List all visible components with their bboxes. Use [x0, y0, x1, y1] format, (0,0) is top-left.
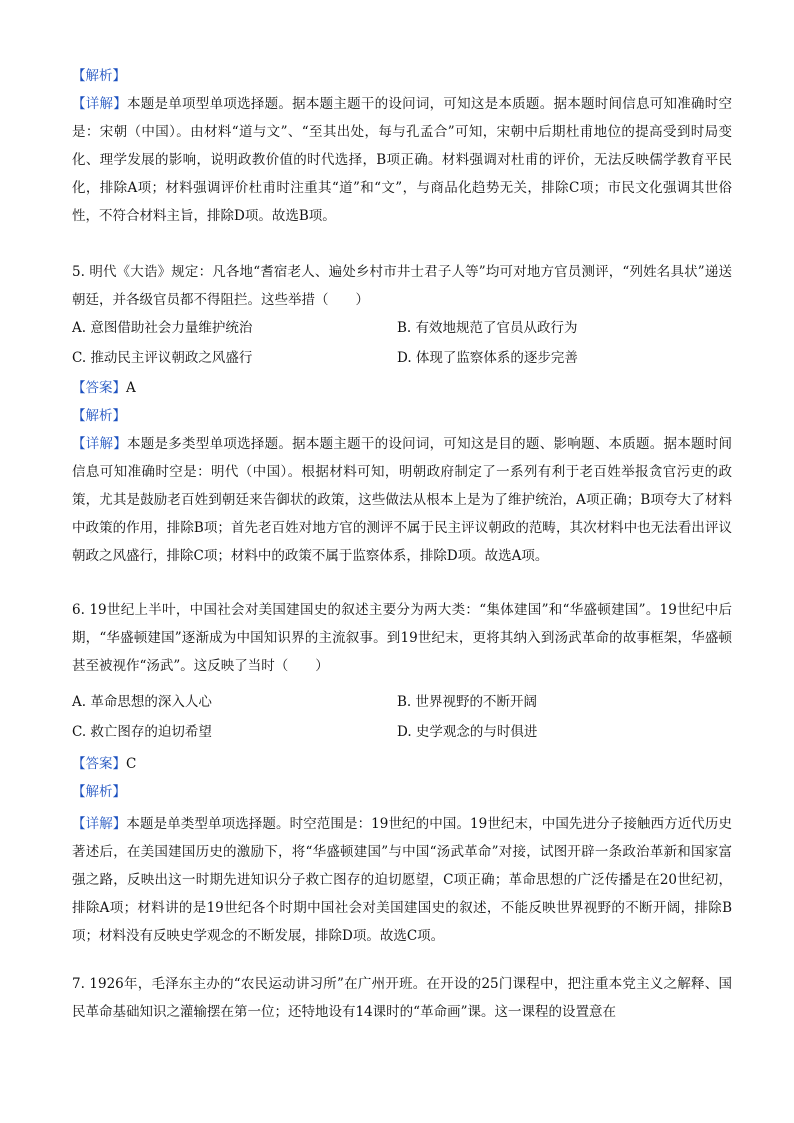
q5-detail-paragraph — [72, 430, 732, 570]
q4-detail-paragraph — [72, 90, 732, 230]
detail-tag: 【详解】 — [72, 436, 128, 452]
q6-option-d: D. 史学观念的与时俱进 — [397, 724, 538, 740]
detail-tag: 【详解】 — [72, 816, 127, 832]
q5-option-d: D. 体现了监察体系的逐步完善 — [397, 350, 578, 366]
q5-analysis-heading — [72, 402, 732, 430]
analysis-tag: 【解析】 — [72, 784, 126, 800]
q6-option-b: B. 世界视野的不断开阔 — [397, 694, 538, 710]
q5-option-b: B. 有效地规范了官员从政行为 — [397, 320, 578, 336]
analysis-tag: 【解析】 — [72, 408, 126, 424]
analysis-tag: 【解析】 — [72, 68, 126, 84]
q5-answer: A — [126, 380, 136, 396]
detail-tag: 【详解】 — [72, 96, 128, 112]
q5-stem: 5. 明代《大诰》规定：凡各地“耆宿老人、遍处乡村市井士君子人等”均可对地方官员测评，“列姓名具状”递送朝廷，并各级官员都不得阻拦。这些举措（ ） — [72, 264, 732, 308]
q5-answer-line — [72, 374, 732, 402]
answer-tag: 【答案】 — [72, 380, 126, 396]
q5-option-a: A. 意图借助社会力量维护统治 — [72, 320, 253, 336]
q7-stem: 7. 1926年，毛泽东主办的“农民运动讲习所”在广州开班。在开设的25门课程中，把注重本党主义之解释、国民革命基础知识之灌输摆在第一位；还特地设有14课时的“革命画”课。这一课程的设置意在 — [72, 976, 732, 1020]
q6-detail-paragraph — [72, 810, 732, 950]
q5-detail-text: 本题是多类型单项选择题。据本题主题干的设问词，可知这是目的题、影响题、本质题。据本题时间信息可知准确时空是：明代（中国）。根据材料可知，明朝政府制定了一系列有利于老百姓举报贪官污吏的政策，尤其是鼓励老百姓到朝廷来告御状的政策，这些做法从根本上是为了维护统治，A项正确；B项夸大了材料中政策的作用，排除B项；首先老百姓对地方官的测评不属于民主评议朝政的范畴，其次材料中也无法看出评议朝政之风盛行，排除C项；材料中的政策不属于监察体系，排除D项。故选A项。 — [72, 436, 733, 564]
q6-detail-text: 本题是单类型单项选择题。时空范围是：19世纪的中国。19世纪末，中国先进分子接触西方近代历史著述后，在美国建国历史的激励下，将“华盛顿建国”与中国“汤武革命”对接，试图开辟一条政治革新和国家富强之路，反映出这一时期先进知识分子救亡图存的迫切愿望，C项正确；革命思想的广泛传播是在20世纪初，排除A项；材料讲的是19世纪各个时期中国社会对美国建国史的叙述，不能反映世界视野的不断开阔，排除B项；材料没有反映史学观念的不断发展，排除D项。故选C项。 — [72, 816, 733, 944]
q5-option-c: C. 推动民主评议朝政之风盛行 — [72, 350, 253, 366]
q4-detail-text: 本题是单项型单项选择题。据本题主题干的设问词，可知这是本质题。据本题时间信息可知准确时空是：宋朝（中国）。由材料“道与文”、“至其出处，每与孔孟合”可知，宋朝中后期杜甫地位的提高受到时局变化、理学发展的影响，说明政教价值的时代选择，B项正确。材料强调对杜甫的评价，无法反映儒学教育平民化，排除A项；材料强调评价杜甫时注重其“道”和“文”，与商品化趋势无关，排除C项；市民文化强调其世俗性，不符合材料主旨，排除D项。故选B项。 — [72, 96, 733, 224]
q6-stem: 6. 19世纪上半叶，中国社会对美国建国史的叙述主要分为两大类：“集体建国”和“华盛顿建国”。19世纪中后期，“华盛顿建国”逐渐成为中国知识界的主流叙事。到19世纪末，更将其纳入到汤武革命的故事框架，华盛顿甚至被视作“汤武”。这反映了当时（ ） — [72, 602, 732, 674]
q6-analysis-heading — [72, 778, 732, 806]
q6-option-c: C. 救亡图存的迫切希望 — [72, 724, 212, 740]
q4-analysis-heading — [72, 62, 732, 90]
answer-tag: 【答案】 — [72, 756, 126, 772]
q6-option-a: A. 革命思想的深入人心 — [72, 694, 212, 710]
q6-answer-line — [72, 750, 732, 778]
q6-answer: C — [126, 756, 137, 772]
